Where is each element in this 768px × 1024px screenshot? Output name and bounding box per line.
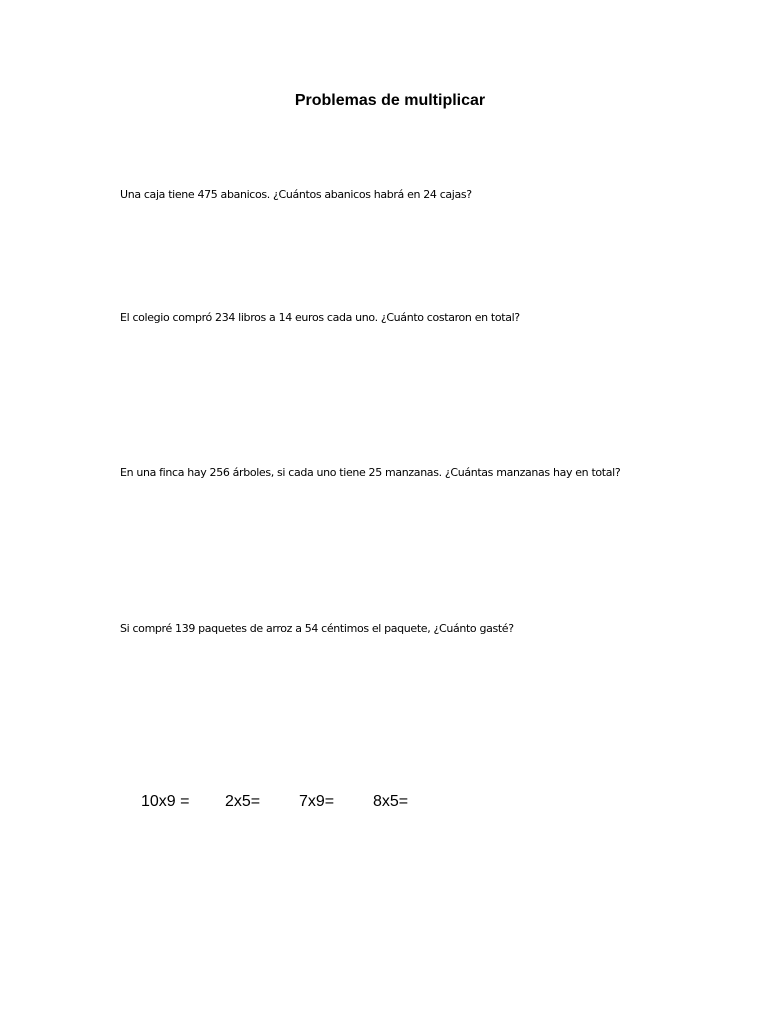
fact-7x9: 7x9= [299,793,335,810]
problem-2: El colegio compró 234 libros a 14 euros cada uno. ¿Cuánto costaron en total? [120,311,520,324]
fact-2x5: 2x5= [225,793,261,810]
problem-4: Si compré 139 paquetes de arroz a 54 céntimos el paquete, ¿Cuánto gasté? [120,622,514,635]
problem-1: Una caja tiene 475 abanicos. ¿Cuántos abanicos habrá en 24 cajas? [120,188,472,201]
fact-8x5: 8x5= [373,793,409,810]
fact-10x9: 10x9 = [141,793,190,810]
problem-3: En una finca hay 256 árboles, si cada uno tiene 25 manzanas. ¿Cuántas manzanas hay en total? [120,466,621,479]
page-title: Problemas de multiplicar [294,92,486,109]
